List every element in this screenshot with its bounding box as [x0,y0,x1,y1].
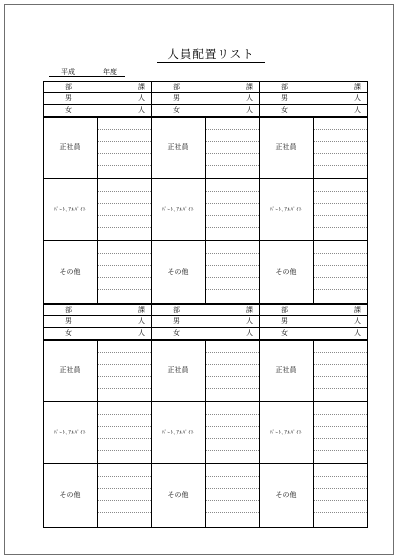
category-label-regular: 正社員 [167,143,189,151]
name-entry-line[interactable] [314,215,367,216]
name-entry-line[interactable] [314,277,367,278]
male-label: 男 [173,94,180,102]
category-label-regular: 正社員 [59,366,81,374]
section-label: 課 [138,83,145,91]
name-entry-line[interactable] [206,203,259,204]
name-entry-line[interactable] [314,227,367,228]
name-entry-line[interactable] [98,376,151,377]
name-entry-line[interactable] [98,414,151,415]
name-entry-line[interactable] [206,277,259,278]
section-label: 課 [354,306,361,314]
category-label-other: その他 [59,491,81,499]
name-entry-line[interactable] [98,476,151,477]
name-entry-line[interactable] [206,376,259,377]
category-label-part-time: ﾊﾟｰﾄ､ｱﾙﾊﾞｲﾄ [53,429,86,436]
category-label-regular: 正社員 [275,366,297,374]
male-label: 男 [65,94,72,102]
count-unit: 人 [354,94,361,102]
category-label-part-time: ﾊﾟｰﾄ､ｱﾙﾊﾞｲﾄ [269,206,302,213]
name-entry-line[interactable] [314,512,367,513]
name-entry-line[interactable] [98,141,151,142]
category-label-part-time: ﾊﾟｰﾄ､ｱﾙﾊﾞｲﾄ [269,429,302,436]
category-divider [97,339,98,527]
name-entry-line[interactable] [314,438,367,439]
name-entry-line[interactable] [98,426,151,427]
count-unit: 人 [138,317,145,325]
name-entry-line[interactable] [206,512,259,513]
name-entry-line[interactable] [314,388,367,389]
count-unit: 人 [138,94,145,102]
name-entry-line[interactable] [206,227,259,228]
name-entry-line[interactable] [206,364,259,365]
name-entry-line[interactable] [314,500,367,501]
name-entry-line[interactable] [98,265,151,266]
count-unit: 人 [354,329,361,337]
name-entry-line[interactable] [314,165,367,166]
name-entry-line[interactable] [98,165,151,166]
male-label: 男 [281,94,288,102]
name-entry-line[interactable] [314,253,367,254]
name-entry-line[interactable] [206,253,259,254]
name-entry-line[interactable] [98,450,151,451]
department-unit [259,81,367,304]
name-entry-line[interactable] [206,352,259,353]
row-divider [43,303,367,305]
name-entry-line[interactable] [206,450,259,451]
dept-label: 部 [281,83,288,91]
name-entry-line[interactable] [314,476,367,477]
name-entry-line[interactable] [98,203,151,204]
name-entry-line[interactable] [314,364,367,365]
name-entry-line[interactable] [206,426,259,427]
name-entry-line[interactable] [314,376,367,377]
department-unit [43,304,151,527]
name-entry-line[interactable] [206,141,259,142]
fiscal-year-underline [49,76,125,77]
category-label-other: その他 [275,268,297,276]
name-entry-line[interactable] [206,488,259,489]
dept-label: 部 [281,306,288,314]
category-label-regular: 正社員 [275,143,297,151]
male-label: 男 [173,317,180,325]
form-sheet [4,4,394,555]
name-entry-line[interactable] [98,153,151,154]
count-unit: 人 [246,94,253,102]
name-entry-line[interactable] [314,414,367,415]
female-label: 女 [65,329,72,337]
name-entry-line[interactable] [206,388,259,389]
name-entry-line[interactable] [314,488,367,489]
male-label: 男 [281,317,288,325]
category-label-regular: 正社員 [59,143,81,151]
category-divider [97,116,98,304]
female-label: 女 [281,106,288,114]
female-label: 女 [173,106,180,114]
category-divider [205,339,206,527]
name-entry-line[interactable] [314,153,367,154]
category-label-other: その他 [275,491,297,499]
female-label: 女 [65,106,72,114]
category-label-other: その他 [167,268,189,276]
count-unit: 人 [246,317,253,325]
name-entry-line[interactable] [98,277,151,278]
female-label: 女 [281,329,288,337]
female-label: 女 [173,329,180,337]
name-entry-line[interactable] [206,476,259,477]
category-divider [313,339,314,527]
category-divider [313,116,314,304]
name-entry-line[interactable] [314,426,367,427]
name-entry-line[interactable] [206,215,259,216]
department-unit [43,81,151,304]
count-unit: 人 [354,317,361,325]
name-entry-line[interactable] [314,203,367,204]
name-entry-line[interactable] [206,500,259,501]
category-divider [205,116,206,304]
category-label-part-time: ﾊﾟｰﾄ､ｱﾙﾊﾞｲﾄ [53,206,86,213]
dept-label: 部 [173,306,180,314]
dept-label: 部 [173,83,180,91]
count-unit: 人 [246,106,253,114]
name-entry-line[interactable] [206,438,259,439]
name-entry-line[interactable] [314,191,367,192]
name-entry-line[interactable] [98,253,151,254]
male-label: 男 [65,317,72,325]
name-entry-line[interactable] [98,129,151,130]
department-unit [151,304,259,527]
category-label-part-time: ﾊﾟｰﾄ､ｱﾙﾊﾞｲﾄ [161,206,194,213]
department-unit [259,304,367,527]
section-label: 課 [138,306,145,314]
name-entry-line[interactable] [206,153,259,154]
name-entry-line[interactable] [98,500,151,501]
name-entry-line[interactable] [314,141,367,142]
dept-label: 部 [65,83,72,91]
era-label: 平成 [61,68,75,76]
name-entry-line[interactable] [314,450,367,451]
name-entry-line[interactable] [314,129,367,130]
name-entry-line[interactable] [98,227,151,228]
section-label: 課 [354,83,361,91]
category-label-regular: 正社員 [167,366,189,374]
name-entry-line[interactable] [98,388,151,389]
count-unit: 人 [354,106,361,114]
name-entry-line[interactable] [98,488,151,489]
name-entry-line[interactable] [206,414,259,415]
name-entry-line[interactable] [206,289,259,290]
department-unit [151,81,259,304]
name-entry-line[interactable] [98,191,151,192]
count-unit: 人 [138,329,145,337]
page-title: 人員配置リスト [157,46,265,63]
count-unit: 人 [246,329,253,337]
name-entry-line[interactable] [206,165,259,166]
name-entry-line[interactable] [98,364,151,365]
name-entry-line[interactable] [98,512,151,513]
dept-label: 部 [65,306,72,314]
name-entry-line[interactable] [314,352,367,353]
name-entry-line[interactable] [206,129,259,130]
section-label: 課 [246,306,253,314]
name-entry-line[interactable] [98,438,151,439]
fiscal-year-label: 年度 [103,68,117,76]
category-label-other: その他 [59,268,81,276]
name-entry-line[interactable] [98,215,151,216]
name-entry-line[interactable] [314,289,367,290]
section-label: 課 [246,83,253,91]
name-entry-line[interactable] [98,352,151,353]
category-label-part-time: ﾊﾟｰﾄ､ｱﾙﾊﾞｲﾄ [161,429,194,436]
name-entry-line[interactable] [206,265,259,266]
category-label-other: その他 [167,491,189,499]
name-entry-line[interactable] [314,265,367,266]
name-entry-line[interactable] [206,191,259,192]
count-unit: 人 [138,106,145,114]
name-entry-line[interactable] [98,289,151,290]
